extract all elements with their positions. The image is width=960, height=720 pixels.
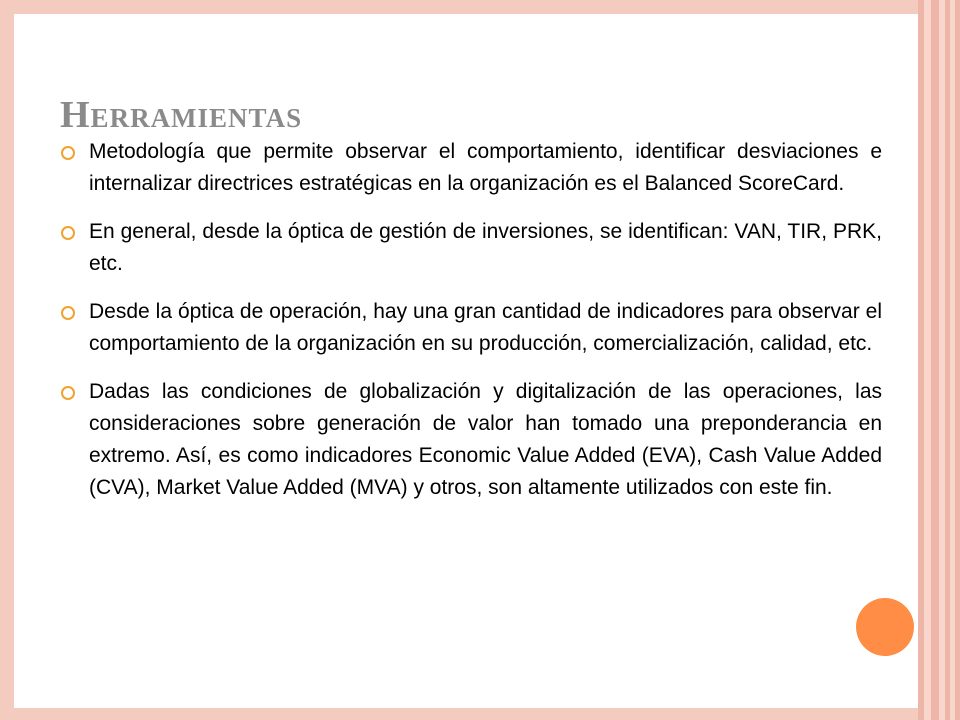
- ring-bullet-icon: [61, 306, 75, 320]
- bullet-text: Metodología que permite observar el comportamiento, identificar desviaciones e internalizar directrices estratégicas en la organización es el Balanced ScoreCard.: [89, 140, 882, 195]
- decorative-stripe: [918, 0, 924, 720]
- decorative-stripe: [945, 0, 950, 720]
- slide-border-top: [0, 0, 920, 14]
- orange-decorative-circle: [856, 598, 914, 656]
- ring-bullet-icon: [61, 146, 75, 160]
- decorative-stripe: [955, 0, 960, 720]
- bullet-item-value-indicators: [60, 376, 882, 504]
- bullet-item-investment-indicators: [60, 216, 882, 280]
- ring-bullet-icon: [61, 386, 75, 400]
- decorative-stripe: [931, 0, 939, 720]
- slide-title: Herramientas: [60, 94, 303, 137]
- bullet-item-operation-indicators: [60, 296, 882, 360]
- bullet-item-balanced-scorecard: [60, 136, 882, 200]
- right-decorative-stripes: [918, 0, 960, 720]
- ring-bullet-icon: [61, 226, 75, 240]
- slide-border-bottom: [0, 708, 920, 720]
- bullet-list: [60, 136, 882, 520]
- bullet-text: Desde la óptica de operación, hay una gran cantidad de indicadores para observar el comportamiento de la organización en su producción, comercialización, calidad, etc.: [89, 300, 882, 355]
- bullet-text: Dadas las condiciones de globalización y digitalización de las operaciones, las consideraciones sobre generación de valor han tomado una preponderancia en extremo. Así, es como indicadores Economic Value Added (EVA), Cash Value Added (CVA), Market Value Added (MVA) y otros, son altamente utilizados con este fin.: [89, 380, 882, 499]
- slide-border-left: [0, 0, 14, 720]
- bullet-text: En general, desde la óptica de gestión de inversiones, se identifican: VAN, TIR, PRK, etc.: [89, 220, 882, 275]
